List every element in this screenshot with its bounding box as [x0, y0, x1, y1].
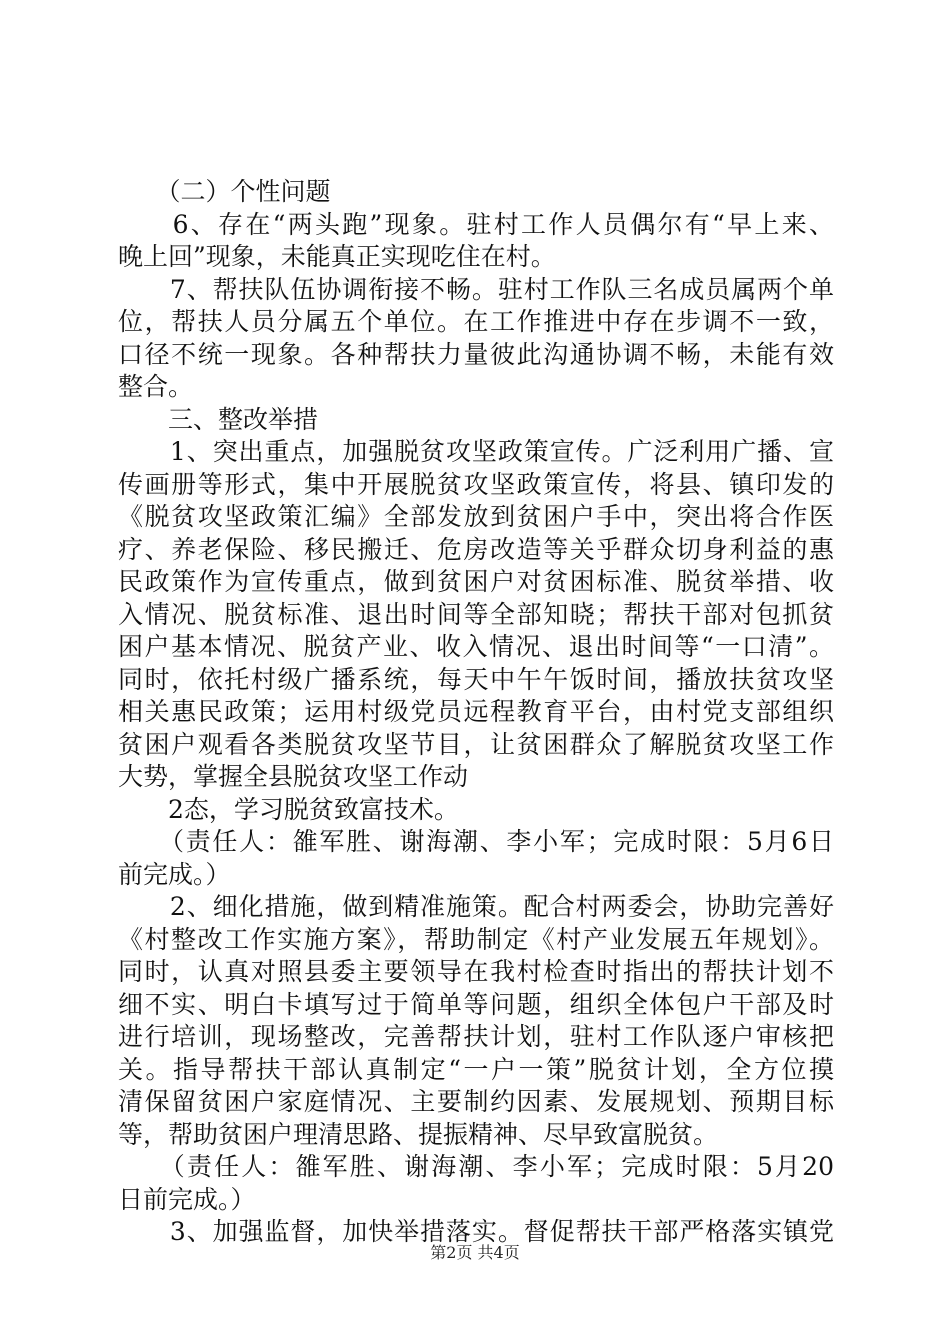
paragraph-line: 位，帮扶人员分属五个单位。在工作推进中存在步调不一致，	[118, 307, 834, 336]
responsibility-note: 前完成。）	[118, 859, 231, 889]
paragraph-line: 贫困户观看各类脱贫攻坚节目，让贫困群众了解脱贫攻坚工作	[118, 729, 834, 759]
paragraph-line: 整合。	[118, 372, 194, 401]
paragraph-line: 相关惠民政策；运用村级党员远程教育平台，由村党支部组织	[118, 697, 834, 726]
responsibility-note: 日前完成。）	[118, 1184, 256, 1214]
page-number-footer: 第2页 共4页	[430, 1243, 520, 1262]
paragraph-line: 《村整改工作实施方案》，帮助制定《村产业发展五年规划》。	[118, 924, 834, 954]
document-body	[118, 176, 834, 1249]
paragraph-line: 7、帮扶队伍协调衔接不畅。驻村工作队三名成员属两个单	[118, 274, 834, 304]
paragraph-line: 传画册等形式，集中开展脱贫攻坚政策宣传，将县、镇印发的	[118, 469, 834, 499]
paragraph-line: 同时，依托村级广播系统，每天中午午饭时间，播放扶贫攻坚	[118, 664, 834, 694]
paragraph-line: 民政策作为宣传重点，做到贫困户对贫困标准、脱贫举措、收	[118, 567, 834, 596]
paragraph-line: 口径不统一现象。各种帮扶力量彼此沟通协调不畅，未能有效	[118, 339, 834, 369]
paragraph-line: 3、加强监督，加快举措落实。督促帮扶干部严格落实镇党	[118, 1217, 834, 1246]
paragraph-line: 入情况、脱贫标准、退出时间等全部知晓；帮扶干部对包抓贫	[118, 599, 834, 629]
paragraph-line: 大势，掌握全县脱贫攻坚工作动	[118, 762, 469, 791]
paragraph-line: 2、细化措施，做到精准施策。配合村两委会，协助完善好	[118, 892, 834, 921]
paragraph-line: 清保留贫困户家庭情况、主要制约因素、发展规划、预期目标	[118, 1087, 834, 1116]
paragraph-line: 疗、养老保险、移民搬迁、危房改造等关乎群众切身利益的惠	[118, 534, 834, 564]
paragraph-line: 2态，学习脱贫致富技术。	[118, 794, 459, 824]
paragraph-line: 关。指导帮扶干部认真制定“一户一策”脱贫计划，全方位摸	[118, 1054, 834, 1084]
responsibility-note: （责任人：雒军胜、谢海潮、李小军；完成时限：5月20	[118, 1152, 834, 1181]
section-heading: 三、整改举措	[118, 404, 319, 434]
paragraph-line: 等，帮助贫困户理清思路、提振精神、尽早致富脱贫。	[118, 1119, 719, 1149]
paragraph-line: 晚上回”现象，未能真正实现吃住在村。	[118, 242, 556, 271]
paragraph-line: 细不实、明白卡填写过于简单等问题，组织全体包户干部及时	[118, 989, 834, 1019]
paragraph-line: 进行培训，现场整改，完善帮扶计划，驻村工作队逐户审核把	[118, 1022, 834, 1051]
paragraph-line: 1、突出重点，加强脱贫攻坚政策宣传。广泛利用广播、宣	[118, 437, 834, 466]
paragraph-line: 6、存在“两头跑”现象。驻村工作人员偶尔有“早上来、	[118, 209, 834, 239]
paragraph-line: 《脱贫攻坚政策汇编》全部发放到贫困户手中，突出将合作医	[118, 502, 834, 531]
paragraph-line: 困户基本情况、脱贫产业、收入情况、退出时间等“一口清”。	[118, 632, 834, 661]
section-heading: （二）个性问题	[118, 177, 331, 206]
paragraph-line: 同时，认真对照县委主要领导在我村检查时指出的帮扶计划不	[118, 957, 834, 986]
responsibility-note: （责任人：雒军胜、谢海潮、李小军；完成时限：5月6日	[118, 827, 834, 856]
